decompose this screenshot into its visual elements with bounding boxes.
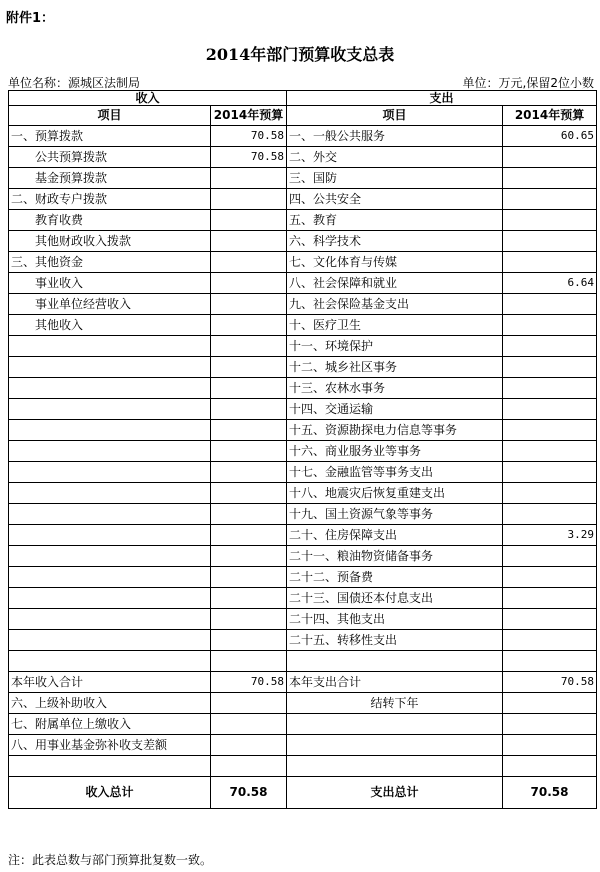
expense-item: 十六、商业服务业等事务 [287, 441, 503, 462]
table-row [9, 315, 597, 336]
income-item: 基金预算拨款 [9, 168, 211, 189]
unit-name: 单位名称：源城区法制局 [8, 76, 141, 90]
expense-value [503, 693, 597, 714]
income-item: 八、用事业基金弥补收支差额 [9, 735, 211, 756]
table-row [9, 420, 597, 441]
income-item: 二、财政专户拨款 [9, 189, 211, 210]
income-value: 70.58 [211, 147, 287, 168]
expense-item: 二十二、预备费 [287, 567, 503, 588]
expense-value [503, 336, 597, 357]
table-row [9, 483, 597, 504]
expense-value [503, 630, 597, 651]
expense-item: 一、一般公共服务 [287, 126, 503, 147]
table-row [9, 504, 597, 525]
expense-item: 六、科学技术 [287, 231, 503, 252]
page-title: 2014年部门预算收支总表 [205, 45, 395, 64]
income-value [211, 630, 287, 651]
table-row [9, 525, 597, 546]
subtotal-row [9, 672, 597, 693]
income-item [9, 630, 211, 651]
income-value [211, 546, 287, 567]
income-budget-header: 2014年预算 [211, 106, 287, 126]
income-item [9, 483, 211, 504]
section-header-row [9, 91, 597, 106]
expense-value [503, 483, 597, 504]
income-item [9, 504, 211, 525]
expense-item: 七、文化体育与传媒 [287, 252, 503, 273]
expense-subtotal-label: 本年支出合计 [287, 672, 503, 693]
expense-value [503, 168, 597, 189]
income-value [211, 378, 287, 399]
income-total-label: 收入总计 [9, 777, 211, 809]
expense-item: 五、教育 [287, 210, 503, 231]
income-item: 七、附属单位上缴收入 [9, 714, 211, 735]
expense-value: 6.64 [503, 273, 597, 294]
income-value [211, 441, 287, 462]
expense-item: 四、公共安全 [287, 189, 503, 210]
expense-item: 十三、农林水事务 [287, 378, 503, 399]
expense-item: 二十五、转移性支出 [287, 630, 503, 651]
expense-value [503, 147, 597, 168]
income-item: 事业单位经营收入 [9, 294, 211, 315]
column-header-row [9, 106, 597, 126]
income-section-header: 收入 [9, 91, 287, 106]
expense-value [503, 735, 597, 756]
table-row [9, 399, 597, 420]
income-item [9, 399, 211, 420]
income-value [211, 756, 287, 777]
income-value [211, 252, 287, 273]
expense-item: 十七、金融监管等事务支出 [287, 462, 503, 483]
income-item [9, 525, 211, 546]
income-value [211, 483, 287, 504]
income-item [9, 441, 211, 462]
income-value [211, 273, 287, 294]
expense-value [503, 378, 597, 399]
expense-value: 3.29 [503, 525, 597, 546]
income-subtotal-label: 本年收入合计 [9, 672, 211, 693]
table-row [9, 651, 597, 672]
attachment-label: 附件1： [6, 11, 55, 26]
expense-item [287, 756, 503, 777]
expense-item: 二十三、国债还本付息支出 [287, 588, 503, 609]
expense-item: 二十一、粮油物资储备事务 [287, 546, 503, 567]
expense-value [503, 651, 597, 672]
expense-value [503, 609, 597, 630]
income-item [9, 588, 211, 609]
income-value [211, 168, 287, 189]
income-item [9, 567, 211, 588]
table-row [9, 210, 597, 231]
expense-item-header: 项目 [287, 106, 503, 126]
expense-value [503, 420, 597, 441]
expense-item: 结转下年 [287, 693, 503, 714]
expense-item: 十五、资源勘探电力信息等事务 [287, 420, 503, 441]
expense-item: 十二、城乡社区事务 [287, 357, 503, 378]
unit-info: 单位：万元,保留2位小数 [462, 76, 594, 90]
income-value [211, 294, 287, 315]
income-total-value: 70.58 [211, 777, 287, 809]
expense-value [503, 441, 597, 462]
income-value [211, 735, 287, 756]
income-item: 公共预算拨款 [9, 147, 211, 168]
income-item [9, 336, 211, 357]
table-row [9, 147, 597, 168]
table-row [9, 588, 597, 609]
table-row [9, 756, 597, 777]
expense-item [287, 714, 503, 735]
expense-value [503, 357, 597, 378]
expense-item: 三、国防 [287, 168, 503, 189]
income-subtotal-value: 70.58 [211, 672, 287, 693]
income-item [9, 378, 211, 399]
grand-total-row [9, 777, 597, 809]
expense-item: 十一、环境保护 [287, 336, 503, 357]
income-value [211, 588, 287, 609]
income-value [211, 189, 287, 210]
expense-item [287, 651, 503, 672]
table-row [9, 252, 597, 273]
table-row [9, 630, 597, 651]
table-row [9, 168, 597, 189]
income-item: 三、其他资金 [9, 252, 211, 273]
expense-item: 十九、国土资源气象等事务 [287, 504, 503, 525]
income-item [9, 609, 211, 630]
table-row [9, 336, 597, 357]
expense-value [503, 567, 597, 588]
table-row [9, 126, 597, 147]
expense-total-label: 支出总计 [287, 777, 503, 809]
table-row [9, 714, 597, 735]
income-value [211, 504, 287, 525]
table-row [9, 441, 597, 462]
table-row [9, 357, 597, 378]
income-item [9, 546, 211, 567]
table-row [9, 609, 597, 630]
income-value [211, 693, 287, 714]
expense-item: 八、社会保障和就业 [287, 273, 503, 294]
expense-value [503, 399, 597, 420]
income-item-header: 项目 [9, 106, 211, 126]
expense-value [503, 189, 597, 210]
table-row [9, 273, 597, 294]
footnote: 注：此表总数与部门预算批复数一致。 [8, 853, 213, 867]
income-item [9, 756, 211, 777]
table-row [9, 378, 597, 399]
table-body [9, 126, 597, 809]
income-value: 70.58 [211, 126, 287, 147]
income-item: 六、上级补助收入 [9, 693, 211, 714]
expense-value [503, 588, 597, 609]
table-row [9, 567, 597, 588]
income-item: 教育收费 [9, 210, 211, 231]
expense-item: 二十、住房保障支出 [287, 525, 503, 546]
expense-item: 二、外交 [287, 147, 503, 168]
expense-item: 十四、交通运输 [287, 399, 503, 420]
income-item [9, 462, 211, 483]
income-value [211, 210, 287, 231]
income-item [9, 357, 211, 378]
income-value [211, 525, 287, 546]
income-item: 其他收入 [9, 315, 211, 336]
table-row [9, 294, 597, 315]
expense-value [503, 210, 597, 231]
expense-subtotal-value: 70.58 [503, 672, 597, 693]
income-item [9, 420, 211, 441]
expense-item: 二十四、其他支出 [287, 609, 503, 630]
income-value [211, 357, 287, 378]
income-value [211, 567, 287, 588]
expense-value [503, 756, 597, 777]
expense-item: 十、医疗卫生 [287, 315, 503, 336]
income-value [211, 336, 287, 357]
expense-value [503, 714, 597, 735]
income-value [211, 714, 287, 735]
income-item: 一、预算拨款 [9, 126, 211, 147]
income-value [211, 420, 287, 441]
income-value [211, 231, 287, 252]
expense-value [503, 462, 597, 483]
expense-value [503, 546, 597, 567]
expense-budget-header: 2014年预算 [503, 106, 597, 126]
table-row [9, 462, 597, 483]
income-item: 事业收入 [9, 273, 211, 294]
income-item [9, 651, 211, 672]
expense-value [503, 231, 597, 252]
expense-section-header: 支出 [287, 91, 597, 106]
table-row [9, 189, 597, 210]
expense-value [503, 252, 597, 273]
income-item: 其他财政收入拨款 [9, 231, 211, 252]
income-value [211, 315, 287, 336]
table-row [9, 546, 597, 567]
table-row [9, 693, 597, 714]
table-row [9, 231, 597, 252]
income-value [211, 462, 287, 483]
expense-value [503, 315, 597, 336]
expense-value: 60.65 [503, 126, 597, 147]
income-value [211, 399, 287, 420]
expense-total-value: 70.58 [503, 777, 597, 809]
expense-item [287, 735, 503, 756]
expense-value [503, 294, 597, 315]
income-value [211, 609, 287, 630]
budget-table [8, 90, 597, 809]
income-value [211, 651, 287, 672]
table-row [9, 735, 597, 756]
expense-item: 九、社会保险基金支出 [287, 294, 503, 315]
expense-value [503, 504, 597, 525]
expense-item: 十八、地震灾后恢复重建支出 [287, 483, 503, 504]
